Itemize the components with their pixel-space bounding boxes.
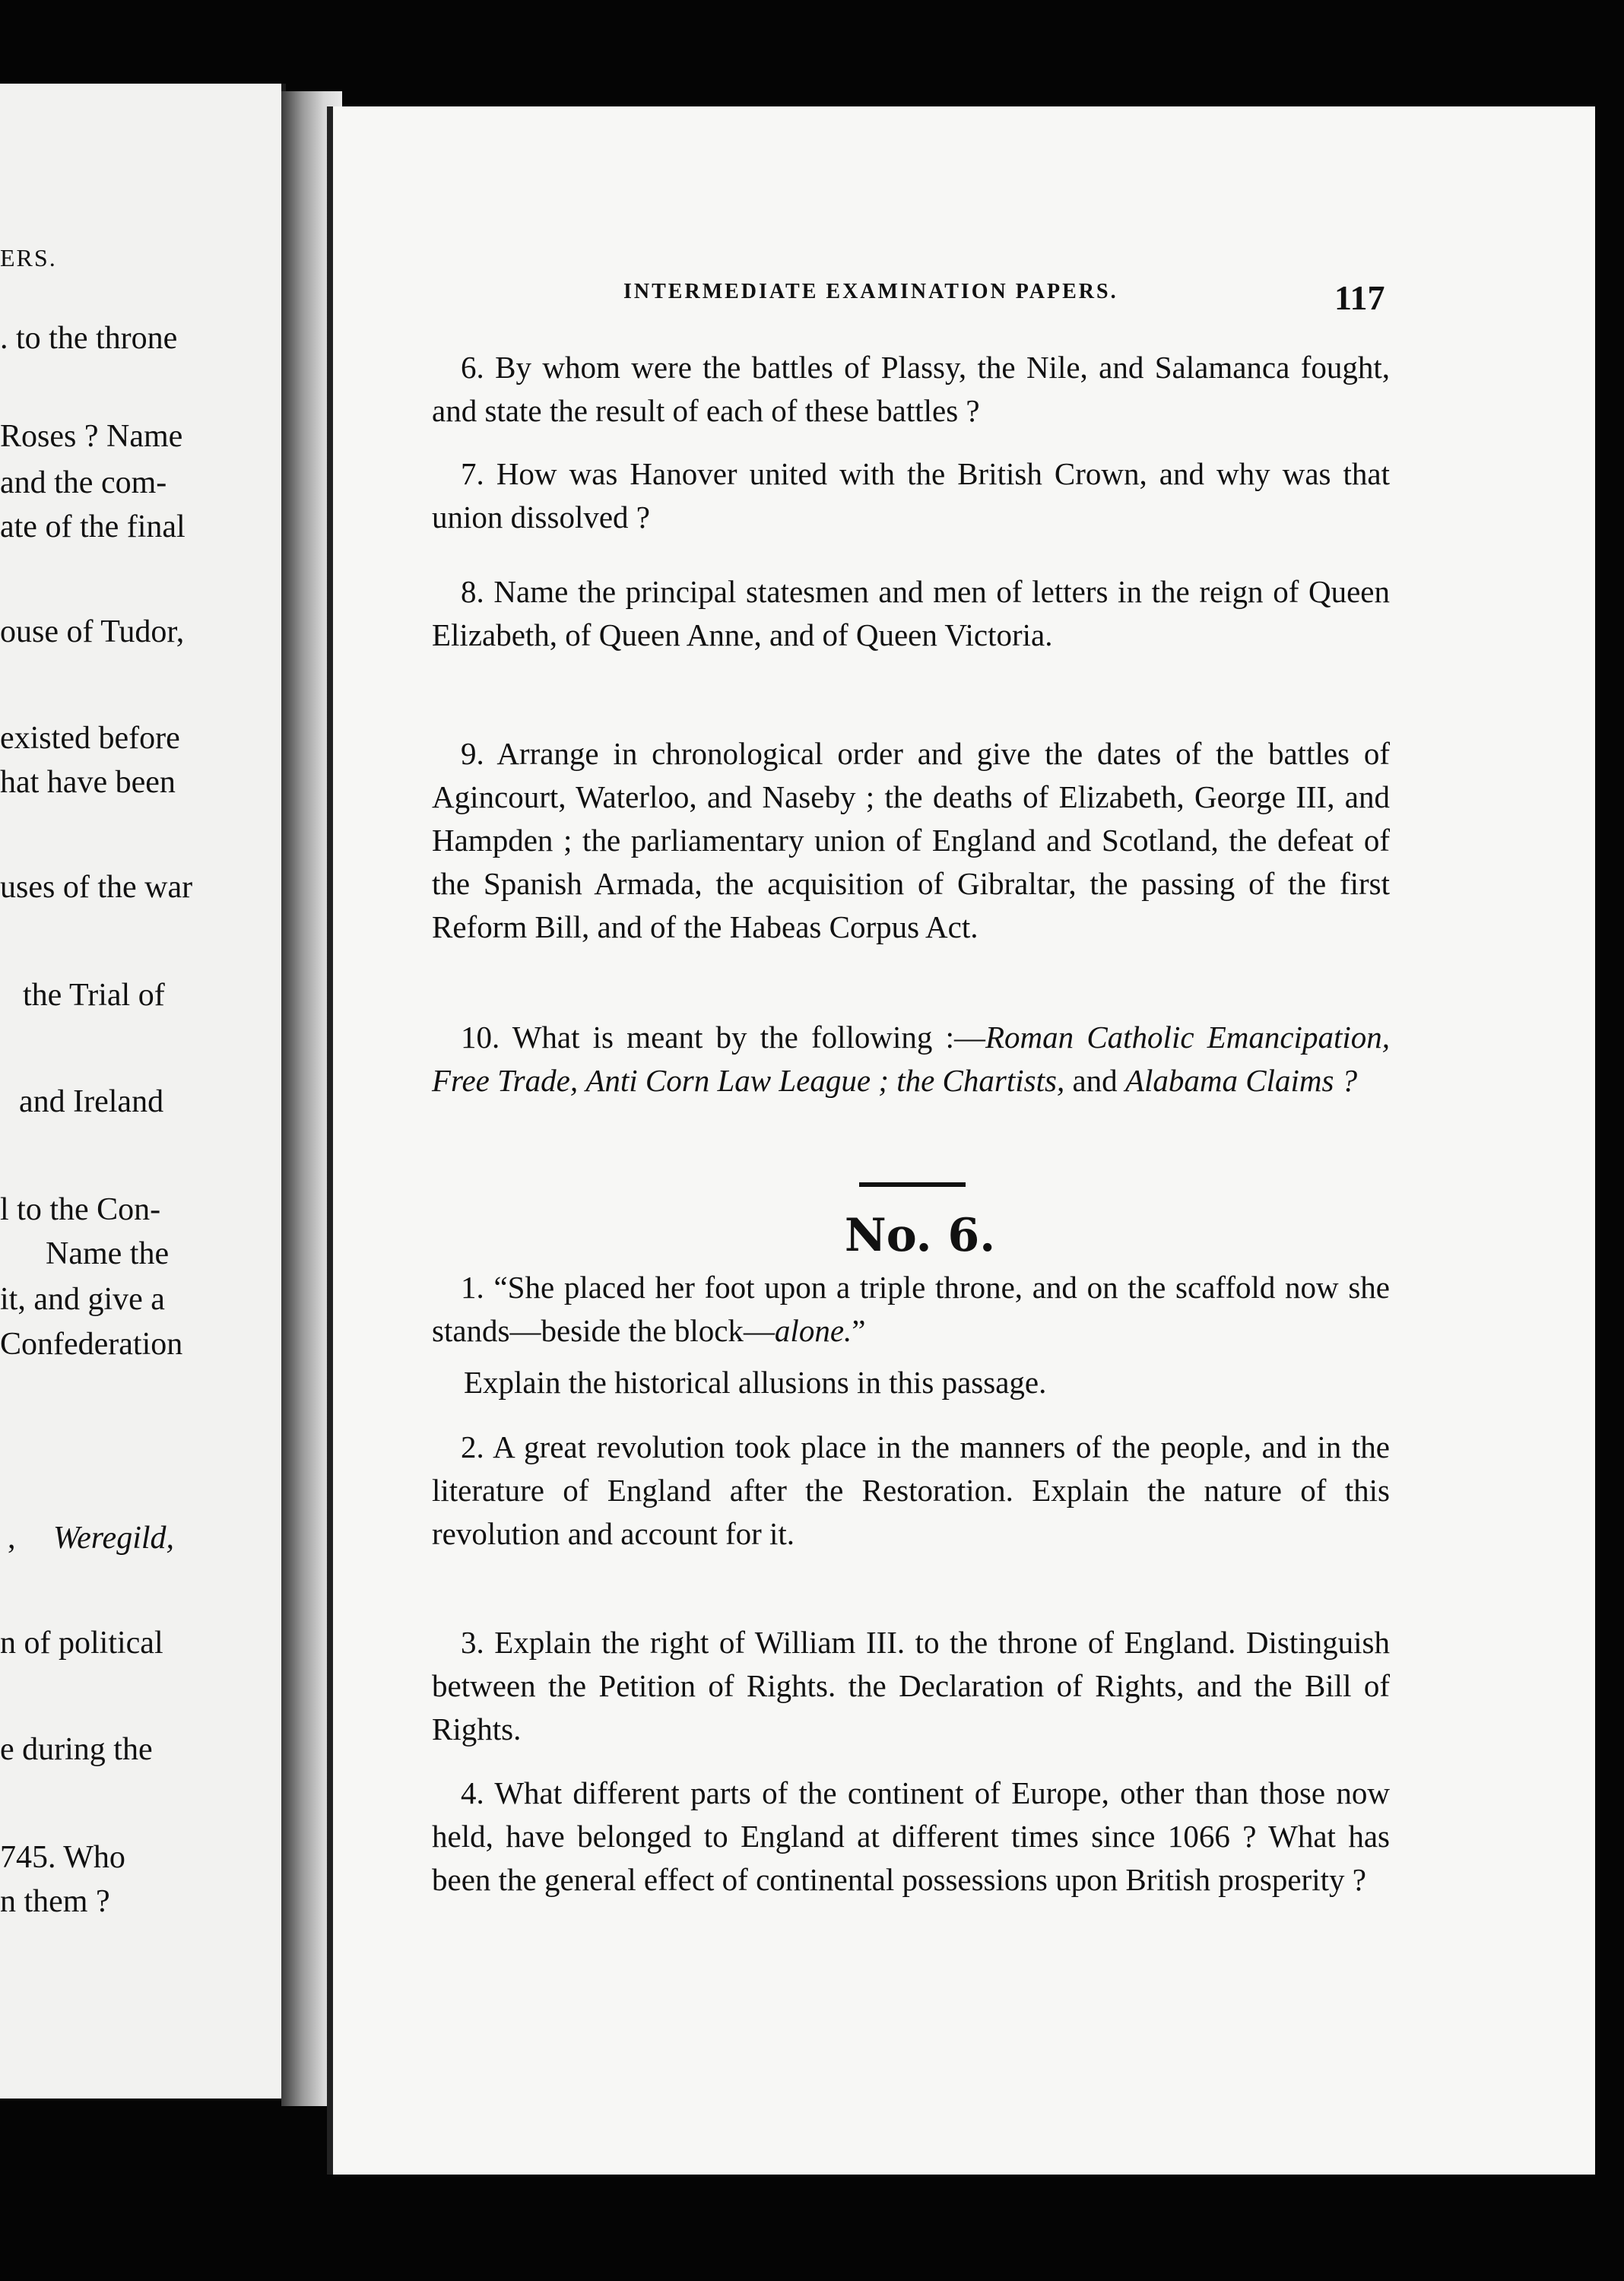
question-text: By whom were the battles of Plassy, the Nile, and Salamanca fought, and state the result of each of these battles ? — [432, 350, 1391, 428]
left-page-line: Weregild, — [53, 1521, 175, 1556]
explain-instruction: Explain the historical allusions in this passage. — [464, 1365, 1047, 1400]
question-10 — [432, 1016, 1390, 1102]
left-page-line: hat have been — [0, 765, 176, 800]
question-text: “She placed her foot upon a triple throne, and on the scaffold now she stands—beside the block— — [432, 1270, 1390, 1348]
quote-italic: alone. — [774, 1313, 852, 1348]
left-page-line: e during the — [0, 1732, 153, 1767]
question-number: 4. — [461, 1775, 484, 1810]
question-9 — [432, 732, 1390, 949]
left-page-line: uses of the war — [0, 870, 193, 905]
section-title: No. 6. — [844, 1209, 996, 1262]
term-anti-corn-law-league: Anti Corn Law League ; — [585, 1063, 889, 1098]
section-divider — [859, 1182, 966, 1187]
left-page-line: , — [8, 1521, 16, 1556]
left-page-line: it, and give a — [0, 1282, 165, 1317]
left-page-line: existed before — [0, 721, 180, 756]
left-page-line: the Trial of — [23, 978, 165, 1013]
question-text: How was Hanover united with the British Crown, and why was that union dissolved ? — [432, 456, 1391, 535]
left-page-line: l to the Con- — [0, 1192, 161, 1227]
question-number: 6. — [461, 350, 484, 385]
term-free-trade: Free Trade, — [432, 1063, 579, 1098]
conjunction: and — [1072, 1063, 1118, 1098]
term-chartists: the Chartists, — [896, 1063, 1065, 1098]
left-facing-page — [0, 84, 286, 2099]
question-2 — [432, 1426, 1390, 1556]
question-text: Explain the right of William III. to the throne of England. Distinguish between the Petition of Rights. the Declaration of Rights, and the Bill of Rights. — [432, 1625, 1391, 1746]
left-page-line: n them ? — [0, 1884, 110, 1919]
question-text: A great revolution took place in the manners of the people, and in the literature of England after the Restoration. Explain the nature of this revolution and account for it. — [432, 1429, 1390, 1551]
question-number: 7. — [461, 456, 484, 491]
question-1 — [432, 1266, 1390, 1353]
question-7 — [432, 452, 1390, 539]
left-page-line: ouse of Tudor, — [0, 614, 185, 649]
question-number: 8. — [461, 574, 484, 609]
question-number: 2. — [461, 1429, 484, 1464]
left-page-line: ERS. — [0, 244, 57, 271]
left-page-line: Name the — [46, 1236, 170, 1271]
left-page-line: Roses ? Name — [0, 419, 183, 454]
question-6 — [432, 346, 1390, 433]
left-page-line: 745. Who — [0, 1840, 125, 1875]
question-number: 10. — [461, 1020, 500, 1055]
question-text: What is meant by the following :— — [512, 1020, 985, 1055]
running-header: INTERMEDIATE EXAMINATION PAPERS. — [623, 280, 1118, 303]
left-page-line: ate of the final — [0, 509, 186, 544]
question-8 — [432, 570, 1390, 657]
left-page-line: and Ireland — [19, 1084, 164, 1119]
quote-end: ” — [852, 1313, 866, 1348]
term-catholic-emancipation: Roman Catholic Emancipation, — [985, 1020, 1390, 1055]
term-alabama-claims: Alabama Claims ? — [1124, 1063, 1358, 1098]
question-text: Arrange in chronological order and give the dates of the battles of Agincourt, Waterloo, and Naseby ; the deaths of Elizabeth, George III, and Hampden ; the parliamentary union of England and Scotland, the defeat of the Spanish Armada, the acquisition of Gibraltar, the passing of the first Reform Bill, and of the Habeas Corpus Act. — [432, 736, 1390, 944]
question-number: 3. — [461, 1625, 484, 1660]
question-4 — [432, 1772, 1390, 1902]
left-page-line: and the com- — [0, 465, 167, 500]
question-3 — [432, 1621, 1390, 1751]
left-page-line: Confederation — [0, 1327, 183, 1362]
left-page-line: . to the throne — [0, 321, 178, 356]
question-text: Name the principal statesmen and men of letters in the reign of Queen Elizabeth, of Queen Anne, and of Queen Victoria. — [432, 574, 1391, 652]
question-number: 1. — [461, 1270, 484, 1305]
left-page-line: n of political — [0, 1626, 163, 1661]
question-number: 9. — [461, 736, 484, 771]
page-number: 117 — [1334, 278, 1385, 317]
question-text: What different parts of the continent of Europe, other than those now held, have belonged to England at different times since 1066 ? What has been the general effect of continental possessions upon British prosperity ? — [432, 1775, 1390, 1897]
